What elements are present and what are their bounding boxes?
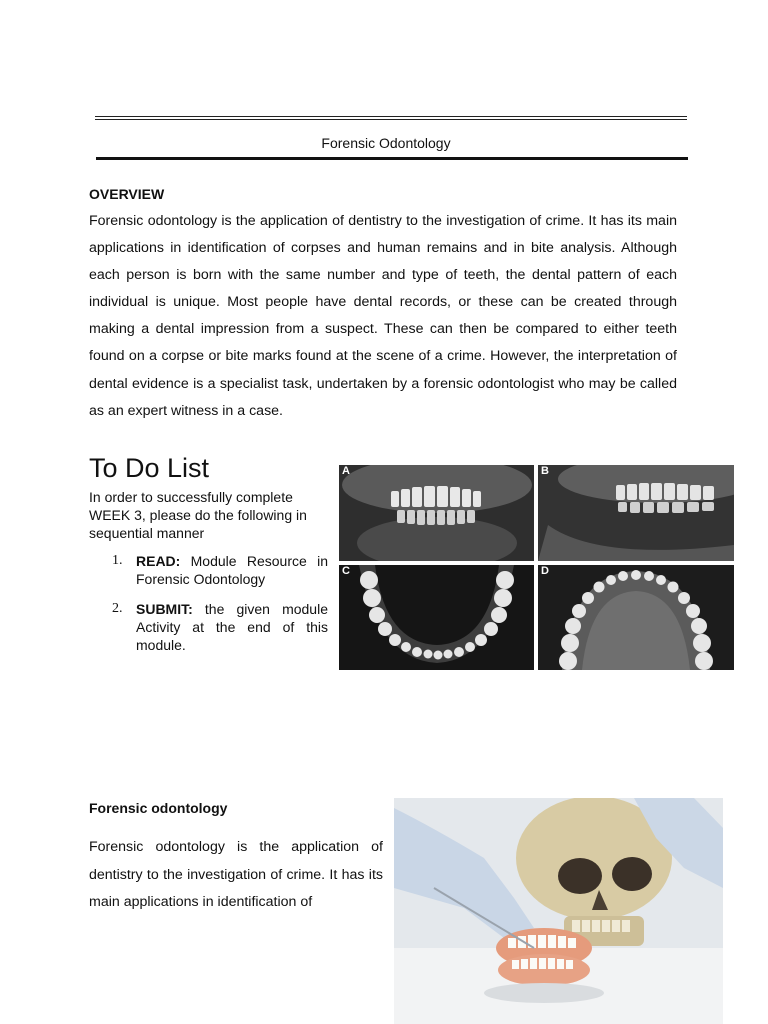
header-rule-top-double: [95, 119, 687, 120]
section-paragraph: Forensic odontology is the application of dentistry to the investigation of crime. It has its main applications in identification of: [89, 839, 383, 910]
todo-item-read: [104, 552, 328, 588]
todo-item-text: the given module Activity at the end of this module.: [136, 601, 328, 653]
xray-panel-label: D: [541, 565, 549, 577]
xray-lower-arch-image: [339, 565, 534, 670]
todo-item-number: 1.: [112, 553, 123, 568]
section-heading: Forensic odontology: [89, 800, 228, 816]
dental-xray-figure: [339, 465, 734, 670]
todo-title: To Do List: [89, 453, 210, 483]
xray-panel-label: B: [541, 465, 549, 477]
xray-upper-arch-image: [538, 565, 734, 670]
todo-item-submit: [104, 600, 328, 654]
xray-panel-label: A: [342, 465, 350, 477]
xray-panel-d: [538, 565, 734, 670]
todo-list: [104, 552, 328, 654]
todo-item-number: 2.: [112, 601, 123, 616]
xray-frontal-teeth-image: [339, 465, 534, 561]
header-rule-top: [95, 116, 687, 117]
skull-dental-model-photo: [394, 798, 723, 1024]
page-header-title: Forensic Odontology: [321, 135, 451, 151]
todo-item-label: SUBMIT:: [136, 601, 193, 617]
overview-heading: OVERVIEW: [89, 186, 165, 202]
overview-paragraph: Forensic odontology is the application of dentistry to the investigation of crime. It has its main applications in identification of corpses and human remains and in bite analysis. Although each person is born with the same number and type of teeth, the dental pattern of each individual is unique. Most people have dental records, or these can be created through making a dental impression from a suspect. These can then be compared to either teeth found on a corpse or bite marks found at the scene of a crime. However, the interpretation of dental evidence is a specialist task, undertaken by a forensic odontologist who may be called as an expert witness in a case.: [89, 213, 677, 419]
todo-item-label: READ:: [136, 553, 181, 569]
xray-panel-label: C: [342, 565, 350, 577]
header-rule-bottom: [96, 157, 688, 160]
xray-panel-b: [538, 465, 734, 561]
xray-panel-a: [339, 465, 534, 561]
xray-panel-c: [339, 565, 534, 670]
xray-lateral-teeth-image: [538, 465, 734, 561]
todo-item-text: Module Resource in Forensic Odontology: [136, 553, 328, 587]
skull-and-dentures-illustration: [394, 798, 723, 1024]
todo-intro: In order to successfully complete WEEK 3, please do the following in sequential manner: [89, 489, 307, 541]
